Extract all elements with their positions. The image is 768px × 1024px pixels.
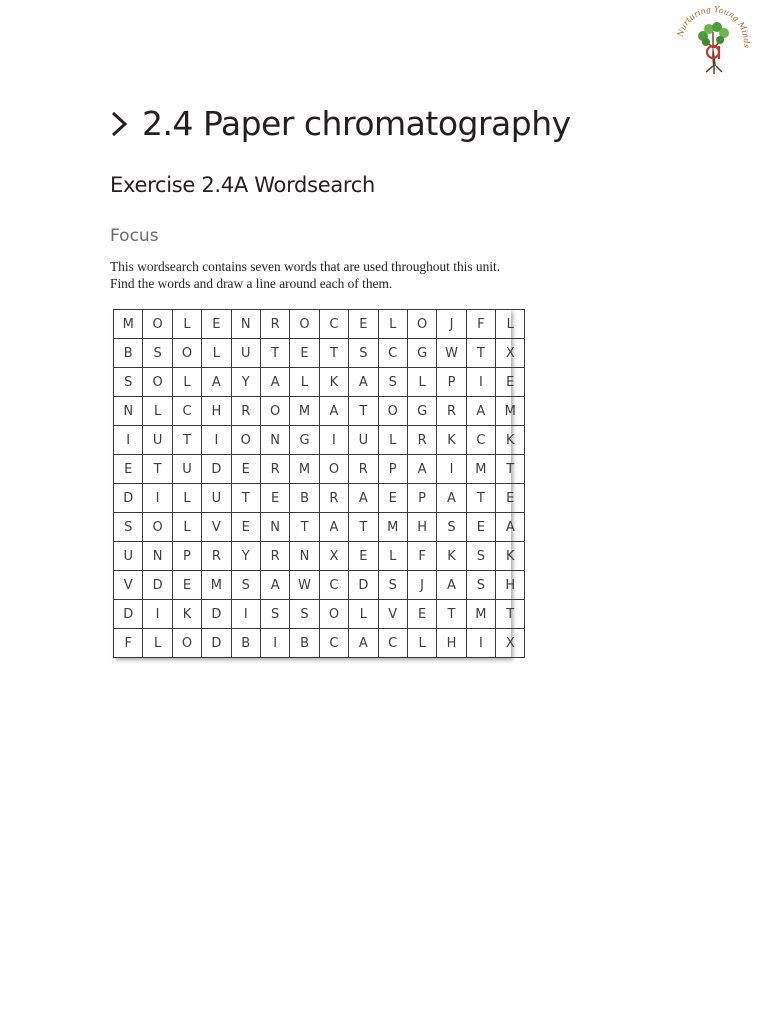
grid-cell[interactable]: L — [378, 426, 407, 455]
grid-cell[interactable]: T — [349, 397, 378, 426]
grid-cell[interactable]: T — [143, 455, 172, 484]
grid-cell[interactable]: T — [260, 339, 289, 368]
grid-cell[interactable]: W — [290, 571, 319, 600]
grid-cell[interactable]: Y — [231, 542, 260, 571]
grid-cell[interactable]: A — [202, 368, 231, 397]
grid-cell[interactable]: L — [172, 310, 201, 339]
section-title: 2.4 Paper chromatography — [142, 104, 571, 143]
grid-cell[interactable]: B — [231, 629, 260, 658]
exercise-title: Exercise 2.4A Wordsearch — [110, 173, 376, 197]
grid-cell[interactable]: T — [496, 455, 525, 484]
grid-cell[interactable]: A — [349, 484, 378, 513]
grid-cell[interactable]: K — [496, 542, 525, 571]
grid-cell[interactable]: J — [437, 310, 466, 339]
grid-cell[interactable]: T — [290, 513, 319, 542]
grid-cell[interactable]: T — [466, 339, 495, 368]
grid-cell[interactable]: P — [407, 484, 436, 513]
grid-cell[interactable]: R — [202, 542, 231, 571]
grid-cell[interactable]: U — [143, 426, 172, 455]
grid-cell[interactable]: K — [496, 426, 525, 455]
grid-row — [114, 455, 525, 484]
grid-cell[interactable]: O — [172, 629, 201, 658]
grid-cell[interactable]: D — [349, 571, 378, 600]
grid-cell[interactable]: T — [437, 600, 466, 629]
grid-cell[interactable]: O — [378, 397, 407, 426]
grid-row — [114, 339, 525, 368]
grid-cell[interactable]: A — [260, 571, 289, 600]
grid-cell[interactable]: K — [437, 542, 466, 571]
grid-cell[interactable]: E — [202, 310, 231, 339]
grid-cell[interactable]: E — [496, 368, 525, 397]
grid-cell[interactable]: C — [172, 397, 201, 426]
grid-cell[interactable]: D — [202, 600, 231, 629]
grid-cell[interactable]: T — [231, 484, 260, 513]
grid-cell[interactable]: C — [319, 571, 348, 600]
grid-cell[interactable]: F — [114, 629, 143, 658]
grid-cell[interactable]: T — [349, 513, 378, 542]
grid-cell[interactable]: C — [378, 339, 407, 368]
grid-cell[interactable]: H — [202, 397, 231, 426]
grid-cell[interactable]: M — [496, 397, 525, 426]
grid-cell[interactable]: M — [290, 455, 319, 484]
grid-cell[interactable]: C — [319, 310, 348, 339]
grid-cell[interactable]: F — [407, 542, 436, 571]
grid-cell[interactable]: N — [231, 310, 260, 339]
grid-cell[interactable]: D — [114, 600, 143, 629]
grid-cell[interactable]: S — [378, 571, 407, 600]
grid-cell[interactable]: U — [231, 339, 260, 368]
grid-cell[interactable]: R — [319, 484, 348, 513]
grid-cell[interactable]: R — [260, 542, 289, 571]
grid-cell[interactable]: T — [319, 339, 348, 368]
grid-row — [114, 368, 525, 397]
grid-cell[interactable]: L — [407, 629, 436, 658]
grid-cell[interactable]: W — [437, 339, 466, 368]
grid-cell[interactable]: A — [319, 397, 348, 426]
grid-cell[interactable]: S — [466, 571, 495, 600]
grid-cell[interactable]: V — [202, 513, 231, 542]
grid-cell[interactable]: I — [231, 600, 260, 629]
grid-cell[interactable]: O — [143, 310, 172, 339]
grid-cell[interactable]: T — [466, 484, 495, 513]
grid-cell[interactable]: B — [290, 629, 319, 658]
grid-cell[interactable]: O — [407, 310, 436, 339]
grid-cell[interactable]: E — [172, 571, 201, 600]
grid-cell[interactable]: O — [290, 310, 319, 339]
grid-cell[interactable]: P — [172, 542, 201, 571]
grid-row — [114, 629, 525, 658]
grid-cell[interactable]: L — [172, 513, 201, 542]
grid-cell[interactable]: R — [437, 397, 466, 426]
grid-cell[interactable]: U — [172, 455, 201, 484]
grid-cell[interactable]: E — [290, 339, 319, 368]
grid-cell[interactable]: I — [143, 484, 172, 513]
grid-cell[interactable]: S — [143, 339, 172, 368]
grid-cell[interactable]: L — [143, 397, 172, 426]
grid-cell[interactable]: K — [437, 426, 466, 455]
grid-cell[interactable]: S — [437, 513, 466, 542]
section-heading — [108, 104, 571, 143]
grid-cell[interactable]: A — [349, 368, 378, 397]
grid-cell[interactable]: A — [319, 513, 348, 542]
grid-cell[interactable]: D — [143, 571, 172, 600]
grid-cell[interactable]: R — [260, 455, 289, 484]
grid-cell[interactable]: T — [172, 426, 201, 455]
grid-cell[interactable]: G — [290, 426, 319, 455]
grid-cell[interactable]: F — [466, 310, 495, 339]
grid-cell[interactable]: C — [319, 629, 348, 658]
grid-cell[interactable]: C — [378, 629, 407, 658]
grid-cell[interactable]: I — [202, 426, 231, 455]
grid-cell[interactable]: E — [349, 310, 378, 339]
grid-cell[interactable]: E — [349, 542, 378, 571]
grid-cell[interactable]: L — [143, 629, 172, 658]
grid-cell[interactable]: U — [349, 426, 378, 455]
grid-cell[interactable]: A — [466, 397, 495, 426]
grid-cell[interactable]: V — [378, 600, 407, 629]
grid-cell[interactable]: E — [466, 513, 495, 542]
grid-cell[interactable]: M — [202, 571, 231, 600]
grid-cell[interactable]: G — [407, 397, 436, 426]
grid-cell[interactable]: U — [202, 484, 231, 513]
grid-cell[interactable]: Y — [231, 368, 260, 397]
grid-cell[interactable]: S — [114, 368, 143, 397]
grid-cell[interactable]: H — [437, 629, 466, 658]
instructions — [110, 258, 500, 292]
grid-cell[interactable]: R — [407, 426, 436, 455]
grid-cell[interactable]: X — [496, 339, 525, 368]
grid-cell[interactable]: L — [202, 339, 231, 368]
grid-cell[interactable]: U — [114, 542, 143, 571]
grid-cell[interactable]: R — [260, 310, 289, 339]
grid-row — [114, 310, 525, 339]
grid-cell[interactable]: S — [260, 600, 289, 629]
grid-cell[interactable]: R — [349, 455, 378, 484]
grid-cell[interactable]: S — [349, 339, 378, 368]
grid-cell[interactable]: A — [407, 455, 436, 484]
grid-cell[interactable]: K — [172, 600, 201, 629]
grid-cell[interactable]: O — [231, 426, 260, 455]
grid-cell[interactable]: G — [407, 339, 436, 368]
wordsearch-grid — [113, 309, 516, 657]
grid-cell[interactable]: S — [466, 542, 495, 571]
grid-cell[interactable]: A — [349, 629, 378, 658]
chevron-right-icon — [108, 109, 130, 139]
grid-cell[interactable]: N — [260, 513, 289, 542]
grid-cell[interactable]: L — [172, 368, 201, 397]
grid-cell[interactable]: B — [114, 339, 143, 368]
grid-cell[interactable]: D — [114, 484, 143, 513]
grid-cell[interactable]: A — [260, 368, 289, 397]
grid-cell[interactable]: I — [319, 426, 348, 455]
grid-cell[interactable]: L — [378, 310, 407, 339]
grid-cell[interactable]: I — [143, 600, 172, 629]
grid-cell[interactable]: O — [319, 455, 348, 484]
grid-cell[interactable]: L — [290, 368, 319, 397]
grid-cell[interactable]: X — [496, 629, 525, 658]
grid-cell[interactable]: O — [143, 513, 172, 542]
grid-cell[interactable]: L — [172, 484, 201, 513]
grid-cell[interactable]: A — [496, 513, 525, 542]
grid-cell[interactable]: L — [378, 542, 407, 571]
grid-cell[interactable]: N — [290, 542, 319, 571]
grid-cell[interactable]: S — [290, 600, 319, 629]
grid-row — [114, 397, 525, 426]
grid-cell[interactable]: M — [466, 455, 495, 484]
grid-cell[interactable]: E — [114, 455, 143, 484]
grid-cell[interactable]: O — [172, 339, 201, 368]
svg-text:Nurturing Young Minds: Nurturing Young Minds — [675, 4, 752, 49]
grid-cell[interactable]: D — [202, 629, 231, 658]
grid-cell[interactable]: T — [496, 600, 525, 629]
grid-cell[interactable]: I — [466, 368, 495, 397]
grid-cell[interactable]: S — [231, 571, 260, 600]
grid-row — [114, 426, 525, 455]
grid-cell[interactable]: E — [260, 484, 289, 513]
grid-cell[interactable]: O — [143, 368, 172, 397]
grid-cell[interactable]: A — [437, 571, 466, 600]
grid-cell[interactable]: L — [496, 310, 525, 339]
instruction-line: This wordsearch contains seven words that are used throughout this unit. — [110, 259, 501, 274]
grid-cell[interactable]: E — [496, 484, 525, 513]
grid-row — [114, 484, 525, 513]
grid-cell[interactable]: R — [231, 397, 260, 426]
grid-row — [114, 600, 525, 629]
grid-cell[interactable]: I — [437, 455, 466, 484]
grid-row — [114, 571, 525, 600]
grid-cell[interactable]: H — [407, 513, 436, 542]
grid-cell[interactable]: M — [378, 513, 407, 542]
grid-cell[interactable]: C — [466, 426, 495, 455]
grid-cell[interactable]: H — [496, 571, 525, 600]
focus-heading: Focus — [110, 226, 159, 246]
grid-cell[interactable]: K — [319, 368, 348, 397]
instruction-line: Find the words and draw a line around each of them. — [110, 276, 393, 291]
grid-cell[interactable]: I — [114, 426, 143, 455]
grid-cell[interactable]: I — [466, 629, 495, 658]
grid-cell[interactable]: J — [407, 571, 436, 600]
grid-cell[interactable]: L — [349, 600, 378, 629]
grid-cell[interactable]: N — [114, 397, 143, 426]
grid-cell[interactable]: N — [143, 542, 172, 571]
grid-cell[interactable]: V — [114, 571, 143, 600]
grid-row — [114, 542, 525, 571]
grid-cell[interactable]: E — [231, 455, 260, 484]
wordsearch-table — [113, 309, 525, 658]
grid-cell[interactable]: D — [202, 455, 231, 484]
grid-cell[interactable]: E — [407, 600, 436, 629]
nurturing-young-minds-logo — [672, 2, 754, 84]
grid-cell[interactable]: E — [231, 513, 260, 542]
grid-row — [114, 513, 525, 542]
grid-cell[interactable]: M — [290, 397, 319, 426]
grid-cell[interactable]: B — [290, 484, 319, 513]
grid-cell[interactable]: L — [407, 368, 436, 397]
grid-cell[interactable]: O — [260, 397, 289, 426]
grid-cell[interactable]: S — [378, 368, 407, 397]
grid-cell[interactable]: M — [114, 310, 143, 339]
grid-cell[interactable]: E — [378, 484, 407, 513]
grid-cell[interactable]: A — [437, 484, 466, 513]
grid-cell[interactable]: P — [437, 368, 466, 397]
grid-cell[interactable]: S — [114, 513, 143, 542]
grid-cell[interactable]: O — [319, 600, 348, 629]
grid-cell[interactable]: N — [260, 426, 289, 455]
grid-cell[interactable]: X — [319, 542, 348, 571]
grid-cell[interactable]: M — [466, 600, 495, 629]
grid-cell[interactable]: I — [260, 629, 289, 658]
grid-cell[interactable]: P — [378, 455, 407, 484]
